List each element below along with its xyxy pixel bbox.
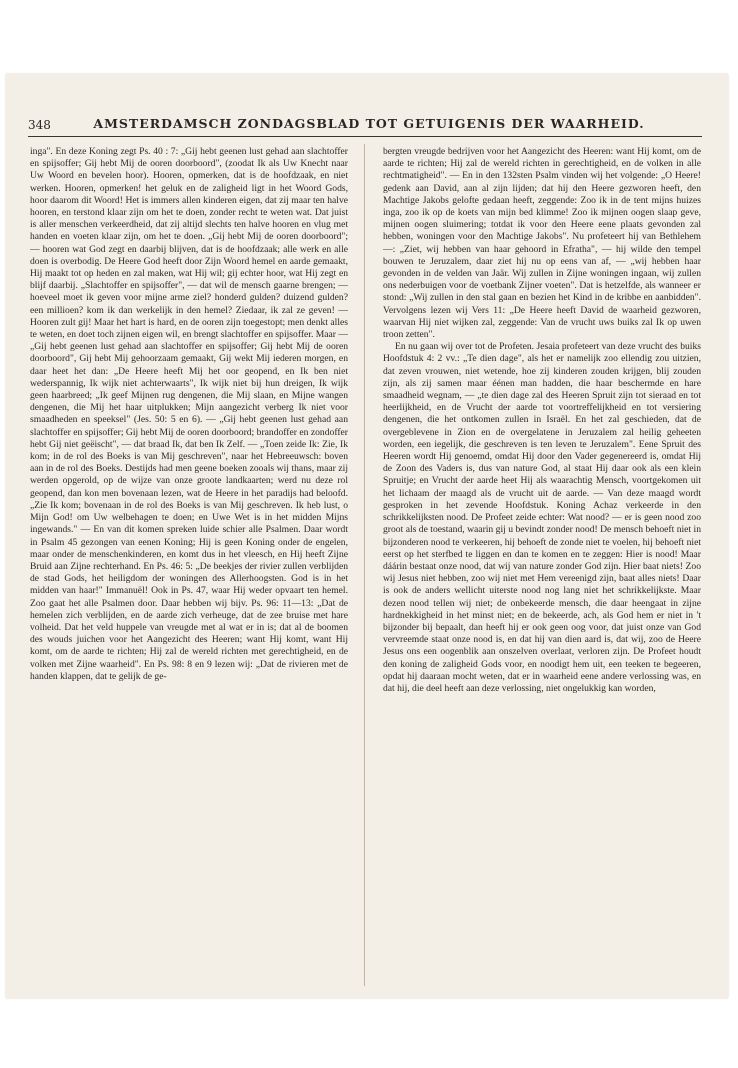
right-paragraph-1: bergten vreugde bedrijven voor het Aangezicht des Heeren: want Hij komt, om de aarde te richten; Hij zal de wereld richten in gerechtigheid, en de volken in alle rechtmatigheid". — En in den 132sten Psalm vinden wij het volgende: „O Heere! gedenk aan David, aan al zijn lijden; dat hij den Heere gezworen heeft, den Machtige Jakobs gelofte gedaan heeft, zeggende: Zoo ik in de tent mijns huizes inga, zoo ik op de koets van mijn bed klimme! Zoo ik mijnen oogen slaap geve, mijnen oogen sluimering; totdat ik voor den Heere eene plaats gevonden zal hebben, woningen voor den Machtige Jakobs". Nu profeteert hij van Bethlehem —: „Ziet, wij hebben van haar gehoord in Efratha", — hij wilde den tempel bouwen te Jeruzalem, daar ziet hij nu op eens van af, — „wij hebben haar gevonden in de velden van Jaär. Wij zullen in Zijne woningen ingaan, wij zullen ons nederbuigen voor de voetbank Zijner voeten". Dat is hetzelfde, als wanneer er stond: „Wij zullen in den stal gaan en bezien het Kind in de kribbe en aanbidden". Vervolgens lezen wij Vers 11: „De Heere heeft David de waarheid gezworen, waarvan Hij niet wijken zal, zeggende: Van de vrucht uws buiks zal Ik op uwen troon zetten". [383,146,701,341]
running-title: AMSTERDAMSCH ZONDAGSBLAD TOT GETUIGENIS DER WAARHEID. [93,116,645,131]
column-divider [364,144,365,986]
right-paragraph-2: En nu gaan wij over tot de Profeten. Jesaia profeteert van deze vrucht des buiks Hoofdstuk 4: 2 vv.: „Te dien dage", als het er namelijk zoo ellendig zou uitzien, dat zeven vrouwen, niet wetende, hoe zij kinderen zouden krijgen, blij zouden zijn, als zij samen maar éénen man hadden, die haar beschermde en hare smaadheid wegnam, — „te dien dage zal des Heeren Spruit zijn tot sieraad en tot heerlijkheid, en de Vrucht der aarde tot voortreffelijkheid en tot versiering dengenen, die het ontkomen zullen in Israël. En het zal geschieden, dat de overgeblevene in Zion en de overgelatene in Jeruzalem zal heilig geheeten worden, een iegelijk, die geschreven is ten leven te Jeruzalem". Eene Spruit des Heeren wordt Hij genoemd, omdat Hij door den Vader gegenereerd is, omdat Hij de Zoon des Vaders is, dus van nature God, al staat Hij daar ook als een klein Spruitje; en Vrucht der aarde heet Hij als waarachtig Mensch, voortgekomen uit het lichaam der maagd als de vrucht uit de aarde. — Van deze maagd wordt gesproken in het zevende Hoofdstuk. Koning Achaz verkeerde in den schrikkelijksten nood. De Profeet zeide echter: Wat nood? — er is geen nood zoo groot als de toestand, waarin gij u bevindt zonder nood! De mensch behoeft niet in bijzonderen nood te verkeeren, hij behoeft de zonde niet te voelen, hij behoeft niet eerst op het sterfbed te liggen en dan te komen en te zeggen: Hier is nood! Maar dáárin bestaat onze nood, dat wij van nature zonder God zijn. Hier baat niets! Zoo wij Jesus niet hebben, zoo wij niet met Hem vereenigd zijn, baat alles niets! Daar is ook de anders wellicht uiterste nood nog lang niet het schrikkelijkste. Maar dezen nood tellen wij niet; de onbekeerde mensch, die daar heengaat in zijne hardnekkigheid in het minst niet; en de bekeerde, ach, als God hem er niet in 't bijzonder bij bepaalt, dan heeft hij er ook geen oog voor, dat juist onze van God vervreemde staat onze nood is, en dat hij van dien aard is, dat wij, zoo de Heere Jesus ons een oogenblik aan onszelven overlaat, verloren zijn. De Profeet houdt den koning de zaligheid Gods voor, en noodigt hem uit, een teeken te begeeren, opdat hij daaraan mocht weten, dat er in waarheid eene andere verlossing was, en dat hij, die deel heeft aan deze verlossing, niet ongelukkig kan worden, [383,341,701,694]
right-column [383,146,701,986]
page-number: 348 [28,118,51,132]
header-rule [28,136,702,137]
left-column [30,146,348,986]
left-paragraph-1: inga". En deze Koning zegt Ps. 40 : 7: „Gij hebt geenen lust gehad aan slachtoffer en spijsoffer; Gij hebt Mij de ooren doorboord", (zoodat Ik als Uw Knecht naar Uw Woord en bevelen hoor). Hooren, opmerken, dat is de hoofdzaak, en niet werken. Hooren, opmerken! het geluk en de zaligheid ligt in het Woord Gods, hoor daarom dit Woord! Het is immers allen kinderen eigen, dat zij maar ten halve hooren, en terstond klaar zijn om het te doen, zonder recht te weten wat. Dat juist is aller menschen verkeerdheid, dat zij altijd slechts ten halve hooren en vlug met handen en voeten klaar zijn, om het te doen. „Gij hebt Mij de ooren doorboord"; — hooren wat God zegt en daarbij blijven, dat is de hoofdzaak; alle werk en alle doen is overbodig. De Heere God heeft door Zijn Woord hemel en aarde gemaakt, Hij maakt tot op heden en zal maken, wat Hij wil; gij echter hoor, wat Hij zegt en blijf daarbij. „Slachtoffer en spijsoffer", — dat wil de mensch gaarne brengen; — hoeveel moet ik geven voor mijne arme ziel? honderd gulden? duizend gulden? een millioen? kom ik dan werkelijk in den hemel? Ziedaar, ik zal ze geven! — Hooren zult gij! Maar het hart is hard, en de ooren zijn toegestopt; men denkt alles te weten, en doet toch zijnen eigen wil, en brengt slachtoffer en spijsoffer. Maar — „Gij hebt geenen lust gehad aan slachtoffer en spijsoffer; Gij hebt Mij de ooren doorboord", Gij hebt Mij gehoorzaam gemaakt, Gij wekt Mij iederen morgen, en daar heet het dan: „De Heere heeft Mij het oor geopend, en Ik ben niet wederspannig, Ik wijk niet achterwaarts", Ik wijk niet bij hun dreigen, Ik wijk geen haarbreed; „Ik geef Mijnen rug dengenen, die Mij slaan, en Mijne wangen dengenen, die Mij het haar uitplukken; Mijn aangezicht verberg Ik niet voor smaadheden en speeksel" (Jes. 50: 5 en 6). — „Gij hebt geenen lust gehad aan slachtoffer en spijsoffer; Gij hebt Mij de ooren doorboord; brandoffer en zondoffer hebt Gij niet geëischt", — dat braad Ik, dat ben Ik Zelf. — „Toen zeide Ik: Zie, Ik kom; in de rol des Boeks is van Mij geschreven", naar het Hebreeuwsch: boven aan in de rol des Boeks. Destijds had men geene boeken zooals wij thans, maar zij werden opgerold, op de wijze van onze groote landkaarten; werd nu deze rol geopend, dan kon men bovenaan lezen, wat de Heere in het paradijs had beloofd. „Zie Ik kom; bovenaan in de rol des Boeks is van Mij geschreven. Ik heb lust, o Mijn God! om Uw welbehagen te doen; en Uwe Wet is in het midden Mijns ingewands." — En van dit komen spreken luide schier alle Psalmen. Daar wordt in Psalm 45 gezongen van eenen Koning; Hij is geen Koning onder de engelen, maar onder de menschenkinderen, en komt dus in het vleesch, en Hij heeft Zijne Bruid aan Zijne rechterhand. En Ps. 46: 5: „De beekjes der rivier zullen verblijden de stad Gods, het heiligdom der woningen des Allerhoogsten. God is in het midden van haar!" Immanuël! Ook in Ps. 47, waar Hij weder opvaart ten hemel. Zoo gaat het alle Psalmen door. Daar hebben wij bijv. Ps. 96: 11—13: „Dat de hemelen zich verblijden, en de aarde zich verheuge, dat de zee bruise met hare volheid. Dat het veld huppele van vreugde met al wat er in is; dat al de boomen des wouds juichen voor het Aangezicht des Heeren; want Hij komt, want Hij komt, om de aarde te richten; Hij zal de wereld richten met gerechtigheid, en de volken met Zijne waarheid". En Ps. 98: 8 en 9 lezen wij: „Dat de rivieren met de handen klappen, dat te gelijk de ge- [30,146,348,682]
